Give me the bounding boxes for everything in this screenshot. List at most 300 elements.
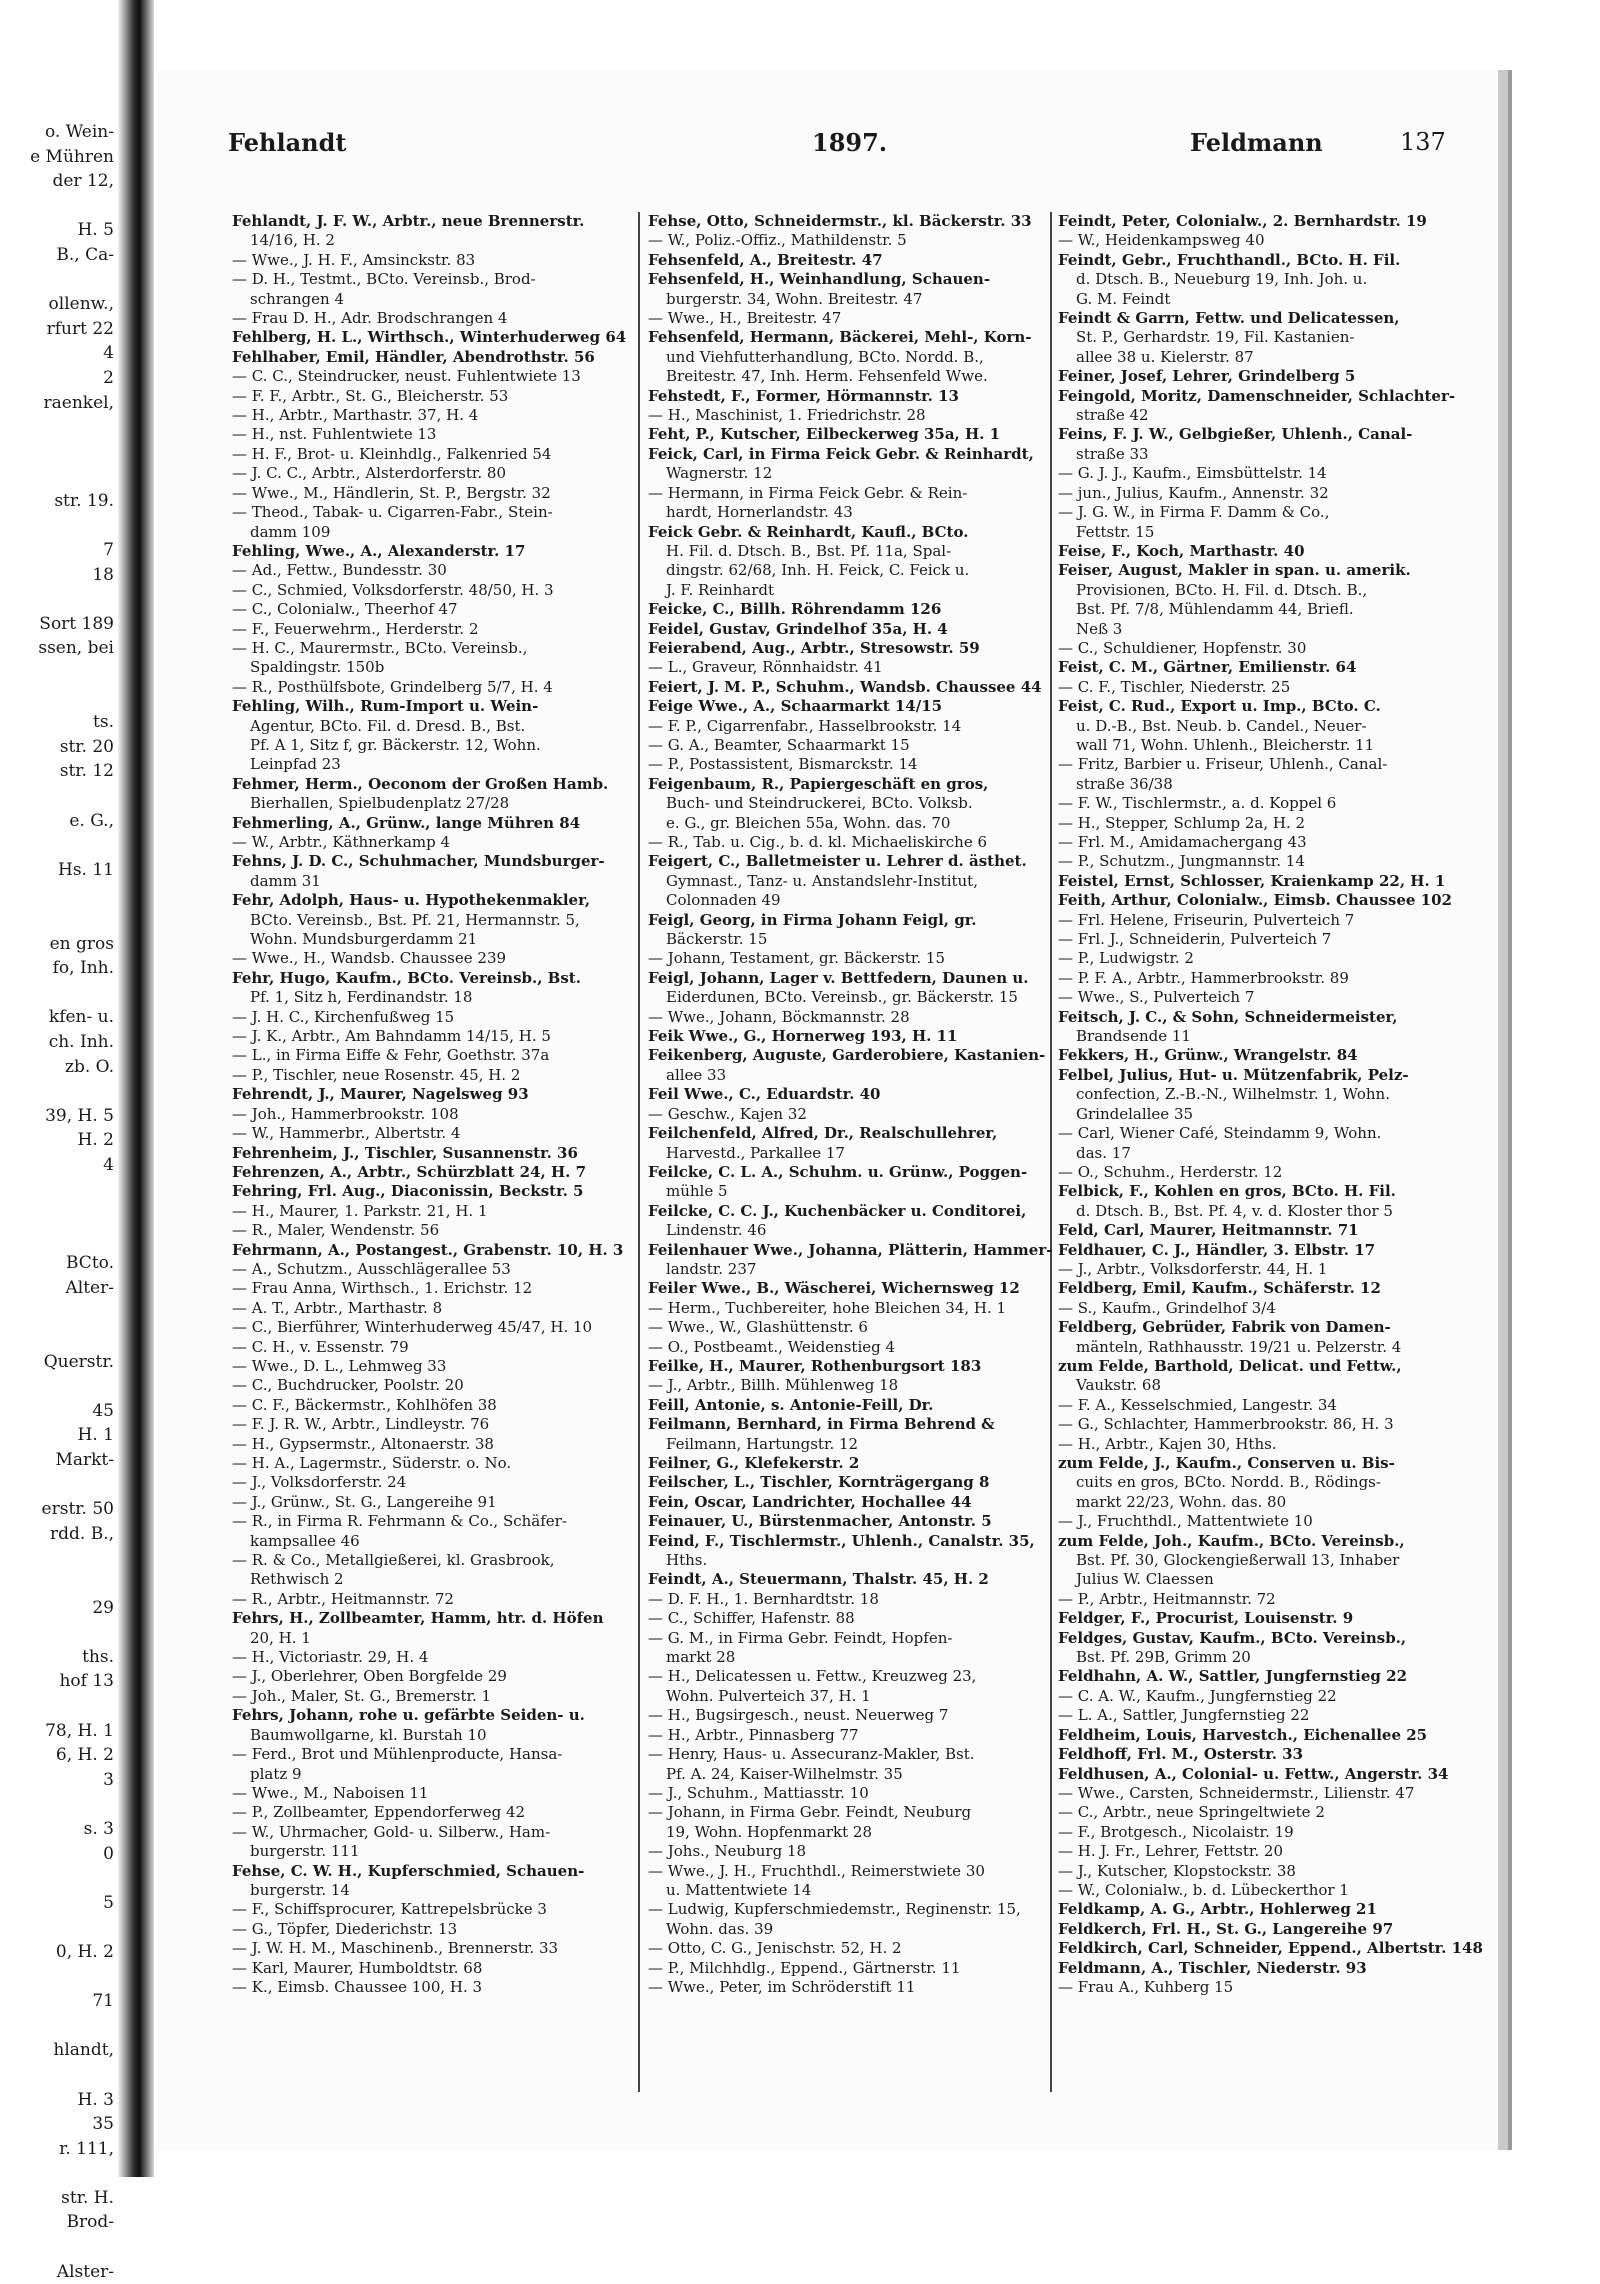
- directory-entry: — A., Schutzm., Ausschlägerallee 53: [232, 1259, 511, 1278]
- directory-entry: — H., Arbtr., Pinnasberg 77: [648, 1725, 859, 1744]
- previous-page-line: 71: [92, 1991, 114, 2012]
- previous-page-line: str. H.: [61, 2187, 114, 2208]
- directory-entry: — K., Eimsb. Chaussee 100, H. 3: [232, 1977, 483, 1996]
- entry-continuation: d. Dtsch. B., Neueburg 19, Inh. Joh. u.: [1076, 270, 1368, 289]
- directory-entry: — R., Arbtr., Heitmannstr. 72: [232, 1589, 454, 1608]
- directory-entry: — Otto, C. G., Jenischstr. 52, H. 2: [648, 1939, 902, 1958]
- previous-page-line: ths.: [82, 1646, 114, 1667]
- directory-entry: Feise, F., Koch, Marthastr. 40: [1058, 541, 1305, 560]
- directory-entry: — Frau D. H., Adr. Brodschrangen 4: [232, 309, 508, 328]
- directory-entry: Fehlhaber, Emil, Händler, Abendrothstr. 56: [232, 347, 595, 366]
- directory-entry: — Ferd., Brot und Mühlenproducte, Hansa-: [232, 1745, 563, 1764]
- entry-continuation: u. Mattentwiete 14: [666, 1880, 812, 1899]
- directory-entry: — P. F. A., Arbtr., Hammerbrookstr. 89: [1058, 968, 1349, 987]
- directory-entry: — Wwe., Johann, Böckmannstr. 28: [648, 1007, 910, 1026]
- previous-page-line: s. 3: [83, 1818, 114, 1839]
- directory-entry: Feist, C. Rud., Export u. Imp., BCto. C.: [1058, 697, 1381, 716]
- directory-entry: — D. H., Testmt., BCto. Vereinsb., Brod-: [232, 270, 536, 289]
- previous-page-line: [0, 1792, 120, 1817]
- directory-entry: — Joh., Hammerbrookstr. 108: [232, 1104, 459, 1123]
- directory-entry: — R., in Firma R. Fehrmann & Co., Schäfer-: [232, 1512, 567, 1531]
- directory-entry: — R., Posthülfsbote, Grindelberg 5/7, H. 4: [232, 677, 553, 696]
- directory-entry: — Frl. M., Amidamachergang 43: [1058, 833, 1307, 851]
- directory-entry: — Carl, Wiener Café, Steindamm 9, Wohn.: [1058, 1124, 1382, 1143]
- directory-entry: — J. W. H. M., Maschinenb., Brennerstr. 33: [232, 1939, 559, 1958]
- entry-continuation: 14/16, H. 2: [250, 231, 335, 250]
- previous-page-line: BCto.: [66, 1253, 114, 1274]
- entry-continuation: straße 33: [1076, 444, 1149, 463]
- directory-entry: Feindt & Garrn, Fettw. und Delicatessen,: [1058, 309, 1400, 328]
- entry-continuation: Eiderdunen, BCto. Vereinsb., gr. Bäckerstr. 15: [666, 988, 1018, 1007]
- directory-entry: Feldmann, A., Tischler, Niederstr. 93: [1058, 1958, 1367, 1977]
- directory-entry: Fekkers, H., Grünw., Wrangelstr. 84: [1058, 1046, 1358, 1065]
- directory-entry: Feigenbaum, R., Papiergeschäft en gros,: [648, 774, 989, 793]
- directory-entry: Fehrenzen, A., Arbtr., Schürzblatt 24, H. 7: [232, 1162, 587, 1181]
- directory-entry: Fehr, Adolph, Haus- u. Hypothekenmakler,: [232, 891, 591, 910]
- previous-page-line: raenkel,: [43, 392, 114, 413]
- directory-entry: Feik Wwe., G., Hornerweg 193, H. 11: [648, 1027, 958, 1046]
- directory-entry: — C., Schuldiener, Hopfenstr. 30: [1058, 638, 1307, 657]
- entry-continuation: allee 33: [666, 1065, 727, 1084]
- entry-continuation: und Viehfutterhandlung, BCto. Nordd. B.,: [666, 347, 984, 366]
- directory-entry: — F. J. R. W., Arbtr., Lindleystr. 76: [232, 1415, 490, 1434]
- previous-page-line: [0, 2063, 120, 2088]
- directory-entry: — jun., Julius, Kaufm., Annenstr. 32: [1058, 483, 1329, 502]
- previous-page-line: rdd. B.,: [50, 1523, 114, 1544]
- directory-entry: Feil Wwe., C., Eduardstr. 40: [648, 1085, 881, 1104]
- entry-continuation: Bierhallen, Spielbudenplatz 27/28: [250, 794, 510, 813]
- entry-continuation: Vaukstr. 68: [1076, 1376, 1162, 1395]
- entry-continuation: damm 31: [250, 871, 321, 890]
- directory-entry: — Wwe., J. H., Fruchthdl., Reimerstwiete 30: [648, 1861, 985, 1880]
- directory-entry: Feigl, Johann, Lager v. Bettfedern, Daunen u.: [648, 968, 1029, 987]
- entry-continuation: Agentur, BCto. Fil. d. Dresd. B., Bst.: [250, 716, 526, 735]
- previous-page-line: [0, 1178, 120, 1203]
- directory-entry: Fein, Oscar, Landrichter, Hochallee 44: [648, 1492, 972, 1511]
- entry-continuation: allee 38 u. Kielerstr. 87: [1076, 347, 1254, 366]
- directory-entry: Feick, Carl, in Firma Feick Gebr. & Reinhardt,: [648, 444, 1034, 463]
- directory-entry: — C. F., Bäckermstr., Kohlhöfen 38: [232, 1395, 497, 1414]
- directory-entry: Fehling, Wilh., Rum-Import u. Wein-: [232, 697, 539, 716]
- directory-entry: — F. F., Arbtr., St. G., Bleicherstr. 53: [232, 386, 509, 405]
- directory-entry: — Frl. J., Schneiderin, Pulverteich 7: [1058, 930, 1332, 949]
- previous-page-line: H. 5: [77, 220, 114, 241]
- previous-page-line: str. 19.: [54, 490, 114, 511]
- previous-page-line: kfen- u.: [48, 1007, 114, 1028]
- directory-entry: — L. A., Sattler, Jungfernstieg 22: [1058, 1706, 1310, 1725]
- directory-entry: — P., Ludwigstr. 2: [1058, 949, 1194, 968]
- directory-entry: — J., Oberlehrer, Oben Borgfelde 29: [232, 1667, 507, 1686]
- directory-entry: Feist, C. M., Gärtner, Emilienstr. 64: [1058, 658, 1357, 677]
- previous-page-line: [0, 833, 120, 858]
- directory-entry: — H., Delicatessen u. Fettw., Kreuzweg 23,: [648, 1667, 977, 1686]
- directory-entry: Feindt, Peter, Colonialw., 2. Bernhardstr. 19: [1058, 212, 1427, 230]
- directory-entry: — Geschw., Kajen 32: [648, 1104, 807, 1123]
- directory-entry: Feldger, F., Procurist, Louisenstr. 9: [1058, 1609, 1354, 1628]
- entry-continuation: Bst. Pf. 7/8, Mühlendamm 44, Briefl.: [1076, 600, 1354, 619]
- directory-entry: — Herm., Tuchbereiter, hohe Bleichen 34, H. 1: [648, 1298, 1007, 1317]
- directory-entry: — Wwe., M., Händlerin, St. P., Bergstr. 32: [232, 483, 551, 502]
- entry-continuation: burgerstr. 34, Wohn. Breitestr. 47: [666, 289, 923, 308]
- entry-continuation: e. G., gr. Bleichen 55a, Wohn. das. 70: [666, 813, 951, 832]
- directory-entry: — H. J. Fr., Lehrer, Fettstr. 20: [1058, 1842, 1283, 1861]
- previous-page-line: r. 111,: [59, 2138, 114, 2159]
- directory-entry: — C. C., Steindrucker, neust. Fuhlentwiete 13: [232, 367, 581, 386]
- directory-entry: — Ad., Fettw., Bundesstr. 30: [232, 561, 447, 580]
- directory-entry: — C. A. W., Kaufm., Jungfernstieg 22: [1058, 1686, 1337, 1705]
- previous-page-line: ch. Inh.: [48, 1031, 114, 1052]
- directory-entry: — Johs., Neuburg 18: [648, 1842, 807, 1861]
- previous-page-line: [0, 1227, 120, 1252]
- directory-entry: — C., Arbtr., neue Springeltwiete 2: [1058, 1803, 1325, 1822]
- directory-entry: Fehse, Otto, Schneidermstr., kl. Bäckerstr. 33: [648, 212, 1032, 230]
- entry-continuation: Bst. Pf. 29B, Grimm 20: [1076, 1648, 1251, 1667]
- previous-page-line: [0, 686, 120, 711]
- previous-page-line: 35: [92, 2114, 114, 2135]
- directory-entry: — Ludwig, Kupferschmiedemstr., Reginenstr. 15,: [648, 1900, 1021, 1919]
- previous-page-line: 4: [103, 343, 114, 364]
- directory-entry: — G., Schlachter, Hammerbrookstr. 86, H. 3: [1058, 1415, 1394, 1434]
- directory-entry: — P., Postassistent, Bismarckstr. 14: [648, 755, 918, 774]
- previous-page-line: [0, 2235, 120, 2260]
- previous-page-line: [0, 1374, 120, 1399]
- previous-page-line: B., Ca-: [56, 244, 114, 265]
- directory-entry: — F. A., Kesselschmied, Langestr. 34: [1058, 1395, 1337, 1414]
- previous-page-line: [0, 1571, 120, 1596]
- entry-continuation: dingstr. 62/68, Inh. H. Feick, C. Feick u.: [666, 561, 970, 580]
- directory-entry: — W., Hammerbr., Albertstr. 4: [232, 1124, 461, 1143]
- directory-entry: — Theod., Tabak- u. Cigarren-Fabr., Stein-: [232, 503, 553, 522]
- directory-entry: Fehling, Wwe., A., Alexanderstr. 17: [232, 541, 526, 560]
- previous-page-line: [0, 1473, 120, 1498]
- directory-entry: — J., Fruchthdl., Mattentwiete 10: [1058, 1512, 1313, 1531]
- previous-page-line: 2: [103, 367, 114, 388]
- directory-entry: — W., Poliz.-Offiz., Mathildenstr. 5: [648, 231, 907, 250]
- directory-entry: Feilner, G., Klefekerstr. 2: [648, 1454, 860, 1472]
- directory-entry: — R. & Co., Metallgießerei, kl. Grasbrook,: [232, 1551, 555, 1570]
- entry-continuation: J. F. Reinhardt: [666, 580, 775, 599]
- previous-page-line: [0, 440, 120, 465]
- directory-entry: — Wwe., W., Glashüttenstr. 6: [648, 1318, 868, 1337]
- directory-entry: — Wwe., S., Pulverteich 7: [1058, 988, 1255, 1007]
- directory-entry: — Hermann, in Firma Feick Gebr. & Rein-: [648, 483, 968, 502]
- directory-entry: — Wwe., H., Wandsb. Chaussee 239: [232, 949, 507, 968]
- directory-entry: Fehsenfeld, Hermann, Bäckerei, Mehl-, Korn-: [648, 328, 1032, 347]
- directory-entry: — Wwe., J. H. F., Amsinckstr. 83: [232, 250, 476, 269]
- directory-entry: Fehlandt, J. F. W., Arbtr., neue Brennerstr.: [232, 212, 585, 230]
- previous-page-line: [0, 268, 120, 293]
- directory-entry: Feiert, J. M. P., Schuhm., Wandsb. Chaussee 44: [648, 677, 1042, 696]
- previous-page-line: [0, 194, 120, 219]
- entry-continuation: mänteln, Rathhausstr. 19/21 u. Pelzerstr. 4: [1076, 1337, 1402, 1356]
- previous-page-line: [0, 882, 120, 907]
- entry-continuation: Fettstr. 15: [1076, 522, 1155, 541]
- entry-continuation: Leinpfad 23: [250, 755, 341, 774]
- directory-entry: — W., Heidenkampsweg 40: [1058, 231, 1265, 250]
- entry-continuation: Pf. 1, Sitz h, Ferdinandstr. 18: [250, 988, 473, 1007]
- directory-entry: — H. C., Maurermstr., BCto. Vereinsb.,: [232, 638, 528, 657]
- directory-entry: Fehr, Hugo, Kaufm., BCto. Vereinsb., Bst.: [232, 968, 581, 987]
- previous-page-line: 7: [103, 540, 114, 561]
- directory-entry: Feinauer, U., Bürstenmacher, Antonstr. 5: [648, 1512, 992, 1531]
- directory-entry: Feindt, Gebr., Fruchthandl., BCto. H. Fil.: [1058, 250, 1401, 269]
- previous-page-line: [0, 1325, 120, 1350]
- previous-page-line: str. 12: [59, 761, 114, 782]
- directory-entry: — C., Schiffer, Hafenstr. 88: [648, 1609, 855, 1628]
- directory-entry: Feld, Carl, Maurer, Heitmannstr. 71: [1058, 1221, 1359, 1240]
- previous-page-line: [0, 1694, 120, 1719]
- directory-entry: — J. K., Arbtr., Am Bahndamm 14/15, H. 5: [232, 1027, 551, 1046]
- directory-entry: Felbick, F., Kohlen en gros, BCto. H. Fil.: [1058, 1182, 1396, 1201]
- previous-page-line: [0, 2161, 120, 2186]
- entry-continuation: St. P., Gerhardstr. 19, Fil. Kastanien-: [1076, 328, 1355, 347]
- entry-continuation: Bäckerstr. 15: [666, 930, 768, 949]
- directory-entry: — J., Arbtr., Volksdorferstr. 44, H. 1: [1058, 1259, 1328, 1278]
- previous-page-line: str. 20: [59, 736, 114, 757]
- entry-continuation: schrangen 4: [250, 289, 344, 308]
- previous-page-line: 29: [92, 1597, 114, 1618]
- directory-entry: Feins, F. J. W., Gelbgießer, Uhlenh., Canal-: [1058, 425, 1413, 444]
- directory-entry: Feldkamp, A. G., Arbtr., Hohlerweg 21: [1058, 1900, 1377, 1919]
- directory-entry: — Wwe., Peter, im Schröderstift 11: [648, 1977, 916, 1996]
- entry-continuation: u. D.-B., Bst. Neub. b. Candel., Neuer-: [1076, 716, 1367, 735]
- directory-column-2: [648, 212, 1052, 2092]
- entry-continuation: wall 71, Wohn. Uhlenh., Bleicherstr. 11: [1076, 735, 1375, 754]
- directory-entry: — C. F., Tischler, Niederstr. 25: [1058, 677, 1291, 696]
- directory-entry: Feilke, H., Maurer, Rothenburgsort 183: [648, 1356, 982, 1375]
- previous-page-line: ssen, bei: [38, 638, 114, 659]
- previous-page-line: H. 1: [77, 1425, 114, 1446]
- directory-entry: — H., Gypsermstr., Altonaerstr. 38: [232, 1434, 494, 1453]
- directory-entry: — C. H., v. Essenstr. 79: [232, 1337, 409, 1356]
- entry-continuation: Pf. A 1, Sitz f, gr. Bäckerstr. 12, Wohn.: [250, 735, 541, 754]
- previous-page-line: Querstr.: [43, 1351, 114, 1372]
- entry-continuation: Wagnerstr. 12: [666, 464, 773, 483]
- previous-page-line: [0, 1546, 120, 1571]
- directory-entry: — P., Milchhdlg., Eppend., Gärtnerstr. 11: [648, 1958, 961, 1977]
- directory-entry: — H., Maurer, 1. Parkstr. 21, H. 1: [232, 1201, 488, 1220]
- entry-continuation: Wohn. Pulverteich 37, H. 1: [666, 1686, 871, 1705]
- entry-continuation: burgerstr. 111: [250, 1842, 360, 1861]
- directory-entry: — J. G. W., in Firma F. Damm & Co.,: [1058, 503, 1330, 522]
- previous-page-line: [0, 587, 120, 612]
- directory-entry: — C., Schmied, Volksdorferstr. 48/50, H. 3: [232, 580, 554, 599]
- previous-page-line: [0, 661, 120, 686]
- entry-continuation: Bst. Pf. 30, Glockengießerwall 13, Inhaber: [1076, 1551, 1400, 1570]
- previous-page-line: zb. O.: [65, 1056, 114, 1077]
- directory-entry: Feistel, Ernst, Schlosser, Kraienkamp 22, H. 1: [1058, 871, 1446, 890]
- directory-entry: Feldkirch, Carl, Schneider, Eppend., Albertstr. 148: [1058, 1939, 1483, 1958]
- entry-continuation: Hths.: [666, 1551, 708, 1570]
- entry-continuation: Neß 3: [1076, 619, 1123, 638]
- directory-entry: — H., Arbtr., Marthastr. 37, H. 4: [232, 406, 479, 425]
- entry-continuation: Pf. A. 24, Kaiser-Wilhelmstr. 35: [666, 1764, 903, 1783]
- previous-page-line: Alster-: [56, 2261, 114, 2282]
- previous-page-line: Brod-: [66, 2212, 114, 2233]
- directory-entry: — P., Schutzm., Jungmannstr. 14: [1058, 852, 1305, 871]
- directory-entry: Fehsenfeld, A., Breitestr. 47: [648, 250, 883, 269]
- entry-continuation: burgerstr. 14: [250, 1880, 350, 1899]
- directory-entry: Fehsenfeld, H., Weinhandlung, Schauen-: [648, 270, 991, 289]
- directory-entry: — J., Arbtr., Billh. Mühlenweg 18: [648, 1376, 899, 1395]
- directory-entry: — L., in Firma Eiffe & Fehr, Goethstr. 37a: [232, 1046, 550, 1065]
- previous-page-line: Sort 189: [39, 613, 114, 634]
- directory-entry: — Johann, Testament, gr. Bäckerstr. 15: [648, 949, 946, 968]
- previous-page-line: 0, H. 2: [55, 1941, 114, 1962]
- previous-page-line: [0, 464, 120, 489]
- entry-continuation: Wohn. Mundsburgerdamm 21: [250, 930, 478, 949]
- directory-entry: Feht, P., Kutscher, Eilbeckerweg 35a, H. 1: [648, 425, 1001, 444]
- directory-entry: — J., Volksdorferstr. 24: [232, 1473, 407, 1492]
- directory-entry: — Wwe., M., Naboisen 11: [232, 1783, 429, 1802]
- directory-column-1: [232, 212, 640, 2092]
- entry-continuation: 19, Wohn. Hopfenmarkt 28: [666, 1822, 873, 1841]
- directory-entry: Fehrendt, J., Maurer, Nagelsweg 93: [232, 1085, 529, 1104]
- directory-entry: — Fritz, Barbier u. Friseur, Uhlenh., Canal-: [1058, 755, 1388, 774]
- directory-entry: — F. W., Tischlermstr., a. d. Koppel 6: [1058, 794, 1337, 813]
- directory-entry: — H. A., Lagermstr., Süderstr. o. No.: [232, 1454, 512, 1472]
- directory-entry: — S., Kaufm., Grindelhof 3/4: [1058, 1298, 1276, 1317]
- directory-entry: — Joh., Maler, St. G., Bremerstr. 1: [232, 1686, 492, 1705]
- entry-continuation: Baumwollgarne, kl. Burstah 10: [250, 1725, 487, 1744]
- directory-entry: zum Felde, Barthold, Delicat. und Fettw.,: [1058, 1356, 1402, 1375]
- entry-continuation: Wohn. das. 39: [666, 1919, 774, 1938]
- directory-entry: — G. J. J., Kaufm., Eimsbüttelstr. 14: [1058, 464, 1327, 483]
- directory-entry: Feiler Wwe., B., Wäscherei, Wichernsweg 12: [648, 1279, 1020, 1298]
- directory-entry: Fehrenheim, J., Tischler, Susannenstr. 36: [232, 1143, 578, 1162]
- directory-entry: — J., Kutscher, Klopstockstr. 38: [1058, 1861, 1296, 1880]
- directory-entry: — D. F. H., 1. Bernhardtstr. 18: [648, 1589, 879, 1608]
- previous-page-line: 39, H. 5: [45, 1105, 114, 1126]
- previous-page-line: 6, H. 2: [55, 1745, 114, 1766]
- previous-page-line: [0, 981, 120, 1006]
- directory-entry: Feilcke, C. C. J., Kuchenbäcker u. Conditorei,: [648, 1201, 1027, 1220]
- previous-page-line: fo, Inh.: [52, 958, 114, 979]
- directory-entry: Fehrmann, A., Postangest., Grabenstr. 10, H. 3: [232, 1240, 624, 1259]
- directory-entry: Feldberg, Emil, Kaufm., Schäferstr. 12: [1058, 1279, 1381, 1298]
- directory-entry: — R., Tab. u. Cig., b. d. kl. Michaeliskirche 6: [648, 833, 988, 851]
- previous-page-line: 78, H. 1: [45, 1720, 114, 1741]
- directory-entry: Feikenberg, Auguste, Garderobiere, Kastanien-: [648, 1046, 1046, 1065]
- directory-entry: — Frau A., Kuhberg 15: [1058, 1977, 1234, 1996]
- directory-entry: Fehstedt, F., Former, Hörmannstr. 13: [648, 386, 959, 405]
- directory-entry: — Wwe., D. L., Lehmweg 33: [232, 1356, 447, 1375]
- directory-entry: — W., Uhrmacher, Gold- u. Silberw., Ham-: [232, 1822, 551, 1841]
- directory-entry: — C., Bierführer, Winterhuderweg 45/47, H. 10: [232, 1318, 593, 1337]
- previous-page-line: ollenw.,: [48, 294, 114, 315]
- directory-column-3: [1058, 212, 1483, 2092]
- previous-page-line: e Mühren: [30, 146, 114, 167]
- directory-entry: Feill, Antonie, s. Antonie-Feill, Dr.: [648, 1395, 934, 1414]
- previous-page-line: ts.: [93, 712, 114, 733]
- previous-page-line: [0, 1620, 120, 1645]
- directory-entry: — Frl. Helene, Friseurin, Pulverteich 7: [1058, 910, 1355, 929]
- directory-entry: — H., Arbtr., Kajen 30, Hths.: [1058, 1434, 1277, 1453]
- directory-entry: Feldges, Gustav, Kaufm., BCto. Vereinsb.,: [1058, 1628, 1407, 1647]
- previous-page-line: 5: [103, 1892, 114, 1913]
- entry-continuation: G. M. Feindt: [1076, 289, 1171, 308]
- previous-page-line: H. 3: [77, 2089, 114, 2110]
- previous-page-line: hlandt,: [53, 2040, 114, 2061]
- entry-continuation: Colonnaden 49: [666, 891, 781, 910]
- directory-entry: Feldberg, Gebrüder, Fabrik von Damen-: [1058, 1318, 1391, 1337]
- running-head-left: Fehlandt: [228, 128, 347, 157]
- directory-entry: — W., Arbtr., Käthnerkamp 4: [232, 833, 451, 851]
- directory-entry: — H. F., Brot- u. Kleinhdlg., Falkenried 54: [232, 444, 552, 463]
- running-head-right: Feldmann: [1190, 128, 1323, 157]
- directory-entry: — C., Colonialw., Theerhof 47: [232, 600, 458, 619]
- directory-entry: — J. H. C., Kirchenfußweg 15: [232, 1007, 455, 1026]
- previous-page-line: 4: [103, 1154, 114, 1175]
- previous-page-line: en gros: [49, 933, 114, 954]
- directory-entry: — H., Maschinist, 1. Friedrichstr. 28: [648, 406, 926, 425]
- previous-page-line: H. 2: [77, 1130, 114, 1151]
- directory-entry: zum Felde, J., Kaufm., Conserven u. Bis-: [1058, 1454, 1395, 1472]
- directory-entry: — G., Töpfer, Diederichstr. 13: [232, 1919, 458, 1938]
- directory-entry: — J., Grünw., St. G., Langereihe 91: [232, 1492, 497, 1511]
- directory-entry: — Johann, in Firma Gebr. Feindt, Neuburg: [648, 1803, 972, 1822]
- directory-entry: Feldheim, Louis, Harvestch., Eichenallee 25: [1058, 1725, 1428, 1744]
- directory-entry: — P., Zollbeamter, Eppendorferweg 42: [232, 1803, 526, 1822]
- directory-entry: Feigert, C., Balletmeister u. Lehrer d. ästhet.: [648, 852, 1027, 871]
- entry-continuation: H. Fil. d. Dtsch. B., Bst. Pf. 11a, Spal-: [666, 541, 952, 560]
- directory-entry: — Wwe., H., Breitestr. 47: [648, 309, 842, 328]
- entry-continuation: Spaldingstr. 150b: [250, 658, 385, 677]
- directory-entry: Feicke, C., Billh. Röhrendamm 126: [648, 600, 942, 619]
- directory-entry: Feilcke, C. L. A., Schuhm. u. Grünw., Poggen-: [648, 1162, 1028, 1181]
- directory-entry: Fehring, Frl. Aug., Diaconissin, Beckstr. 5: [232, 1182, 584, 1201]
- directory-entry: Feldhauer, C. J., Händler, 3. Elbstr. 17: [1058, 1240, 1376, 1259]
- directory-entry: Feldhoff, Frl. M., Osterstr. 33: [1058, 1745, 1304, 1764]
- directory-entry: Feidel, Gustav, Grindelhof 35a, H. 4: [648, 619, 948, 638]
- entry-continuation: cuits en gros, BCto. Nordd. B., Rödings-: [1076, 1473, 1381, 1492]
- directory-entry: — Henry, Haus- u. Assecuranz-Makler, Bst.: [648, 1745, 975, 1764]
- directory-entry: Feigl, Georg, in Firma Johann Feigl, gr.: [648, 910, 977, 929]
- entry-continuation: Provisionen, BCto. H. Fil. d. Dtsch. B.,: [1076, 580, 1368, 599]
- directory-entry: — H., Bugsirgesch., neust. Neuerweg 7: [648, 1706, 949, 1725]
- entry-continuation: d. Dtsch. B., Bst. Pf. 4, v. d. Kloster thor 5: [1076, 1201, 1393, 1220]
- previous-page-line: [0, 514, 120, 539]
- directory-entry: Feierabend, Aug., Arbtr., Stresowstr. 59: [648, 638, 980, 657]
- directory-entry: Feilenhauer Wwe., Johanna, Plätterin, Hammer-: [648, 1240, 1053, 1259]
- directory-entry: — G. A., Beamter, Schaarmarkt 15: [648, 735, 910, 754]
- entry-continuation: Breitestr. 47, Inh. Herm. Fehsenfeld Wwe.: [666, 367, 988, 386]
- directory-entry: Feith, Arthur, Colonialw., Eimsb. Chaussee 102: [1058, 891, 1452, 910]
- directory-entry: — O., Postbeamt., Weidenstieg 4: [648, 1337, 896, 1356]
- directory-entry: Fehrs, H., Zollbeamter, Hamm, htr. d. Höfen: [232, 1609, 604, 1628]
- entry-continuation: straße 42: [1076, 406, 1149, 425]
- entry-continuation: Gymnast., Tanz- u. Anstandslehr-Institut,: [666, 871, 978, 890]
- directory-entry: — Wwe., Carsten, Schneidermstr., Lilienstr. 47: [1058, 1783, 1415, 1802]
- previous-page-line: [0, 2014, 120, 2039]
- entry-continuation: Lindenstr. 46: [666, 1221, 767, 1240]
- entry-continuation: hardt, Hornerlandstr. 43: [666, 503, 853, 522]
- directory-entry: — C., Buchdrucker, Poolstr. 20: [232, 1376, 464, 1395]
- directory-entry: — H., nst. Fuhlentwiete 13: [232, 425, 437, 444]
- directory-entry: — R., Maler, Wendenstr. 56: [232, 1221, 440, 1240]
- entry-continuation: confection, Z.-B.-N., Wilhelmstr. 1, Wohn.: [1076, 1085, 1390, 1104]
- entry-continuation: Harvestd., Parkallee 17: [666, 1143, 845, 1162]
- directory-entry: Fehlberg, H. L., Wirthsch., Winterhuderweg 64: [232, 328, 627, 347]
- entry-continuation: Julius W. Claessen: [1076, 1570, 1214, 1589]
- directory-entry: Feilchenfeld, Alfred, Dr., Realschullehrer,: [648, 1124, 998, 1143]
- directory-entry: Feldkerch, Frl. H., St. G., Langereihe 97: [1058, 1919, 1394, 1938]
- directory-entry: — W., Colonialw., b. d. Lübeckerthor 1: [1058, 1880, 1349, 1899]
- directory-entry: Felbel, Julius, Hut- u. Mützenfabrik, Pelz-: [1058, 1065, 1409, 1084]
- directory-entry: — J., Schuhm., Mattiasstr. 10: [648, 1783, 869, 1802]
- previous-page-line: 3: [103, 1769, 114, 1790]
- entry-continuation: markt 28: [666, 1648, 736, 1667]
